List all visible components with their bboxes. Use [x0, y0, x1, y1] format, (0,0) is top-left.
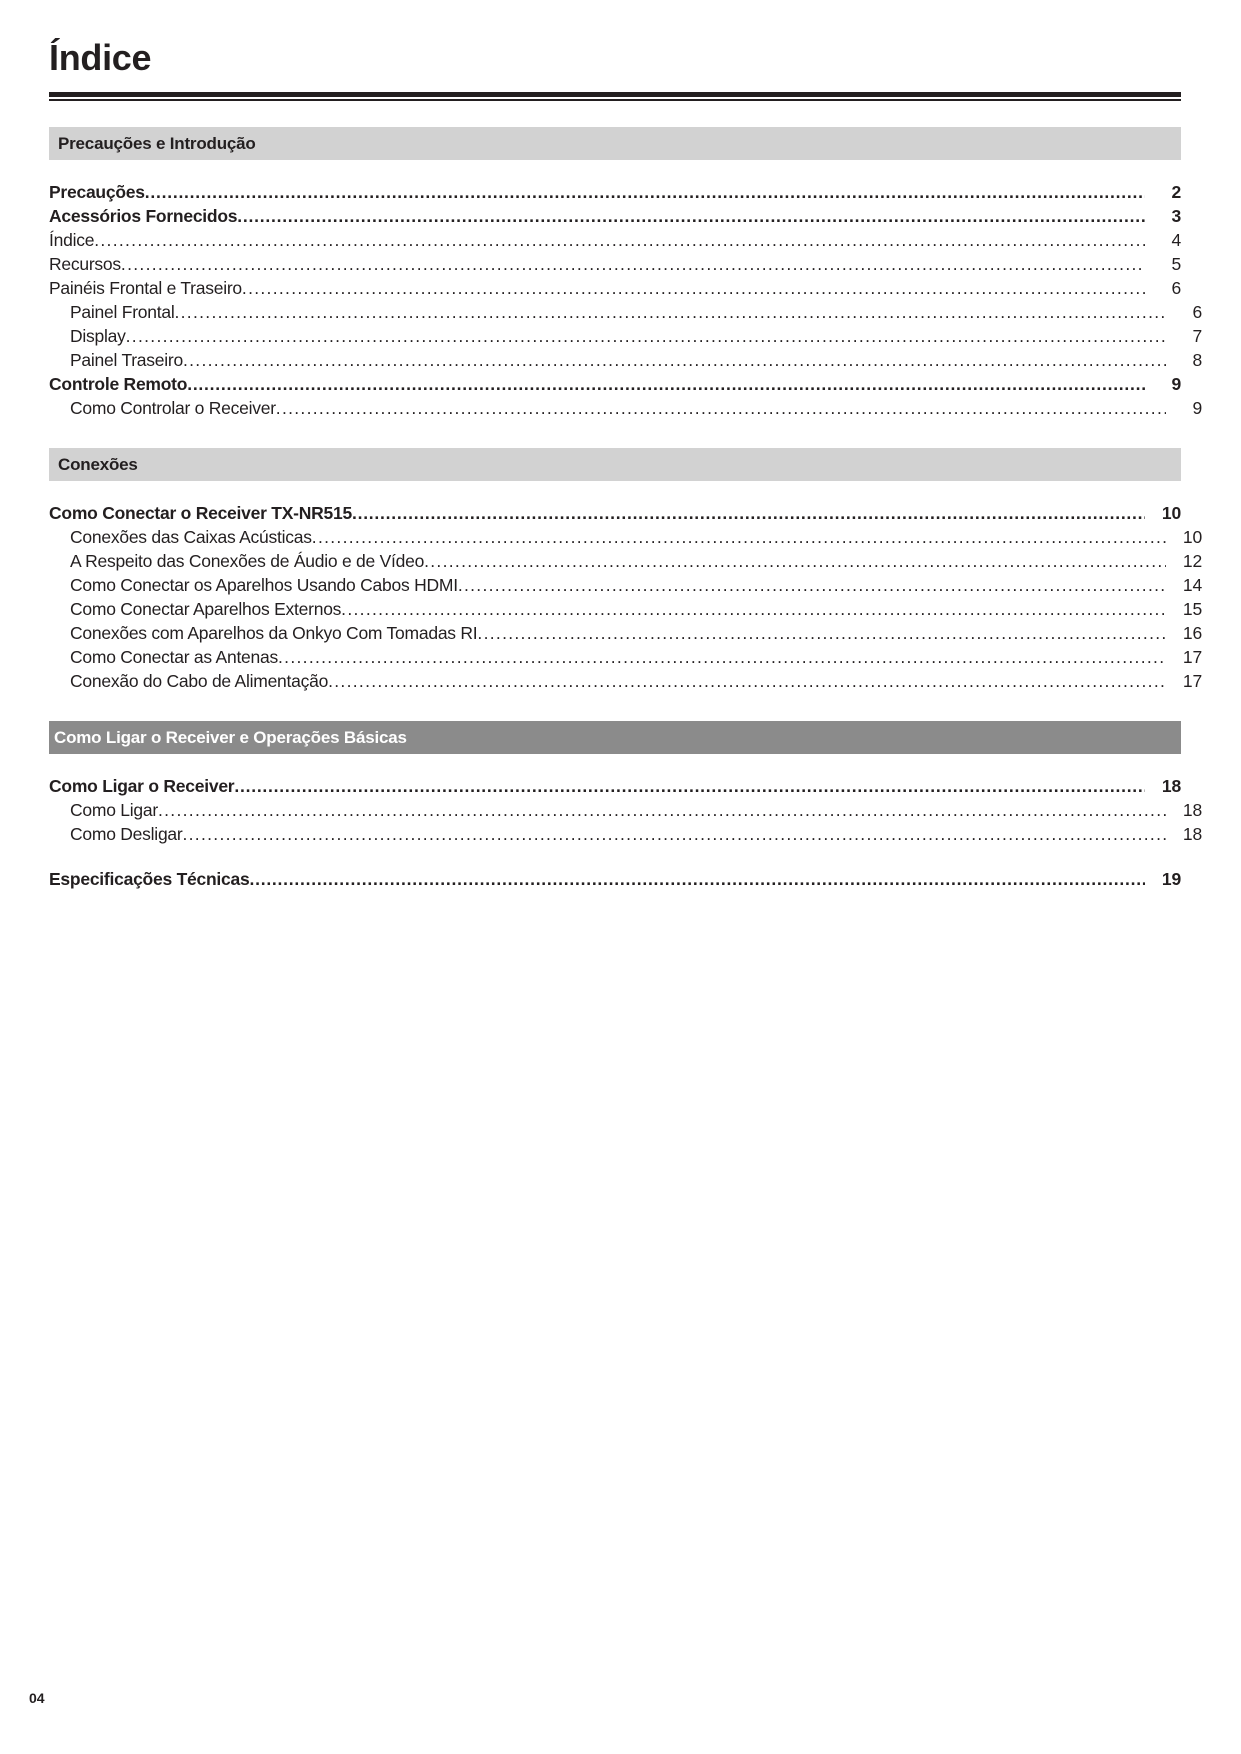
page-title: Índice: [49, 37, 152, 78]
toc-entry[interactable]: [49, 230, 1181, 254]
toc-entry[interactable]: [49, 776, 1181, 800]
toc-entry[interactable]: [49, 869, 1181, 893]
section-heading-bar: Precauções e Introdução: [49, 127, 1181, 160]
title-divider: [49, 92, 1181, 101]
toc-entry[interactable]: [49, 527, 1202, 551]
toc-entry-page-number: 15: [1182, 598, 1202, 619]
toc-entry-label: Controle Remoto: [49, 373, 188, 394]
toc-section-list: [49, 181, 1202, 422]
toc-entry[interactable]: [49, 800, 1202, 824]
toc-entry-label: Como Desligar: [70, 823, 183, 844]
toc-entry-label: Como Conectar os Aparelhos Usando Cabos HDMI: [70, 574, 458, 595]
toc-entry[interactable]: [49, 671, 1202, 695]
toc-leader-dots: [94, 230, 1145, 248]
toc-entry[interactable]: [49, 206, 1181, 230]
toc-entry[interactable]: [49, 647, 1202, 671]
toc-entry[interactable]: [49, 599, 1202, 623]
toc-entry-page-number: 16: [1182, 622, 1202, 643]
section-spacer: [49, 101, 1181, 127]
toc-entry-page-number: 6: [1171, 277, 1181, 298]
toc-entry-label: Índice: [49, 229, 95, 250]
section-spacer: [49, 481, 1181, 503]
page-content: [49, 0, 1202, 893]
toc-entry-label: Especificações Técnicas: [49, 868, 250, 889]
toc-leader-dots: [341, 599, 1166, 617]
toc-entry-label: Como Conectar Aparelhos Externos: [70, 598, 342, 619]
toc-entry-page-number: 7: [1192, 325, 1202, 346]
toc-entry-label: Display: [70, 325, 126, 346]
toc-leader-dots: [278, 647, 1166, 665]
toc-entry-page-number: 4: [1171, 229, 1181, 250]
toc-entry[interactable]: [49, 623, 1202, 647]
section-spacer: [49, 422, 1181, 448]
toc-entry[interactable]: [49, 254, 1181, 278]
toc-leader-dots: [477, 623, 1166, 641]
toc-entry-page-number: 2: [1171, 181, 1181, 202]
toc-entry-page-number: 14: [1182, 574, 1202, 595]
toc-leader-dots: [242, 278, 1145, 296]
toc-leader-dots: [276, 398, 1166, 416]
toc-entry[interactable]: [49, 824, 1202, 848]
toc-entry[interactable]: [49, 398, 1202, 422]
toc-entry-label: Como Conectar as Antenas: [70, 646, 279, 667]
toc-entry-gap: [49, 848, 1181, 869]
toc-entry-label: Como Conectar o Receiver TX-NR515: [49, 502, 352, 523]
page-folio-number: 04: [29, 1690, 45, 1706]
toc-entry-page-number: 18: [1161, 775, 1181, 796]
toc-entry[interactable]: [49, 575, 1202, 599]
toc-entry-page-number: 9: [1192, 397, 1202, 418]
toc-leader-dots: [237, 206, 1145, 224]
toc-leader-dots: [424, 551, 1166, 569]
toc-entry[interactable]: [49, 503, 1181, 527]
toc-entry[interactable]: [49, 302, 1202, 326]
toc-entry-page-number: 10: [1182, 526, 1202, 547]
toc-entry[interactable]: [49, 182, 1181, 206]
toc-entry-label: Como Controlar o Receiver: [70, 397, 276, 418]
toc-section-list: [49, 775, 1202, 893]
toc-entry-page-number: 12: [1182, 550, 1202, 571]
toc-entry-page-number: 18: [1182, 823, 1202, 844]
toc-entry-page-number: 6: [1192, 301, 1202, 322]
toc-entry-page-number: 19: [1161, 868, 1181, 889]
toc-entry-label: Como Ligar o Receiver: [49, 775, 235, 796]
toc-section-list: [49, 502, 1202, 695]
toc-entry-label: Como Ligar: [70, 799, 158, 820]
toc-entry-label: Recursos: [49, 253, 121, 274]
toc-entry-label: Acessórios Fornecidos: [49, 205, 238, 226]
toc-entry-page-number: 10: [1161, 502, 1181, 523]
toc-leader-dots: [121, 254, 1145, 272]
toc-entry-page-number: 5: [1171, 253, 1181, 274]
section-heading-bar: Como Ligar o Receiver e Operações Básicas: [49, 721, 1181, 754]
toc-leader-dots: [234, 776, 1145, 794]
toc-entry-page-number: 9: [1171, 373, 1181, 394]
section-heading-bar: Conexões: [49, 448, 1181, 481]
toc-leader-dots: [174, 302, 1166, 320]
toc-leader-dots: [458, 575, 1166, 593]
toc-entry-page-number: 3: [1171, 205, 1181, 226]
toc-entry-label: A Respeito das Conexões de Áudio e de Vídeo: [70, 550, 425, 571]
toc-entry-label: Painel Frontal: [70, 301, 175, 322]
toc-leader-dots: [158, 800, 1166, 818]
toc-entry-label: Conexões com Aparelhos da Onkyo Com Tomadas RI: [70, 622, 478, 643]
toc-leader-dots: [249, 869, 1145, 887]
toc-entry-label: Conexão do Cabo de Alimentação: [70, 670, 329, 691]
toc-entry-page-number: 18: [1182, 799, 1202, 820]
toc-entry-label: Painel Traseiro: [70, 349, 183, 370]
toc-leader-dots: [328, 671, 1166, 689]
toc-entry-page-number: 17: [1182, 646, 1202, 667]
toc-leader-dots: [126, 326, 1166, 344]
section-spacer: [49, 160, 1181, 182]
toc-leader-dots: [187, 374, 1145, 392]
toc-entry[interactable]: [49, 374, 1181, 398]
section-spacer: [49, 754, 1181, 776]
toc-entry-label: Painéis Frontal e Traseiro: [49, 277, 242, 298]
toc-leader-dots: [312, 527, 1166, 545]
toc-leader-dots: [352, 503, 1145, 521]
toc-entry-page-number: 8: [1192, 349, 1202, 370]
toc-entry[interactable]: [49, 278, 1181, 302]
toc-entry-page-number: 17: [1182, 670, 1202, 691]
toc-leader-dots: [145, 182, 1145, 200]
toc-entry-label: Precauções: [49, 181, 145, 202]
toc-leader-dots: [182, 824, 1166, 842]
toc-entry-label: Conexões das Caixas Acústicas: [70, 526, 312, 547]
toc-entry[interactable]: [49, 551, 1202, 575]
section-spacer: [49, 695, 1181, 721]
toc-entry[interactable]: [49, 350, 1202, 374]
toc-leader-dots: [183, 350, 1166, 368]
table-of-contents: [49, 101, 1202, 893]
toc-entry[interactable]: [49, 326, 1202, 350]
